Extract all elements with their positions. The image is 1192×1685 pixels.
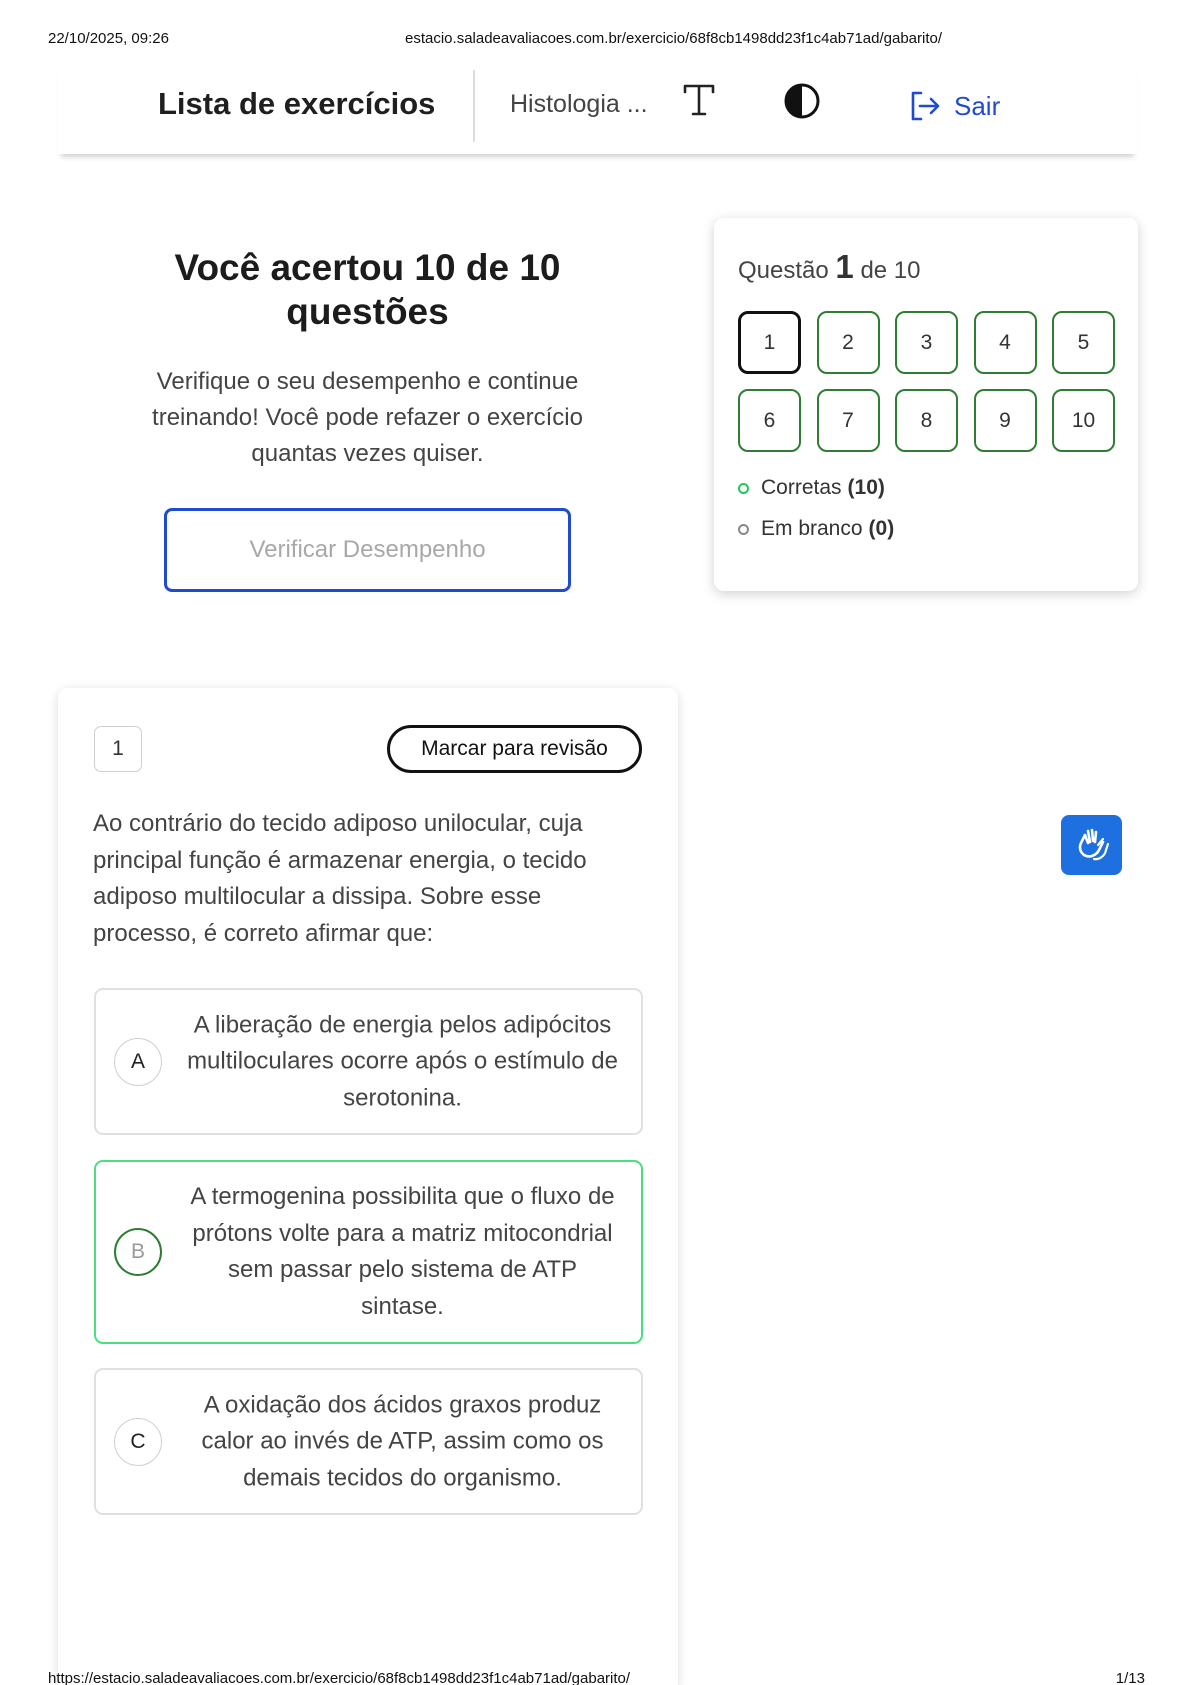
option-text: A termogenina possibilita que o fluxo de prótons volte para a matriz mitocondrial sem passar pelo sistema de ATP sintase. <box>190 1183 615 1320</box>
option-b[interactable] <box>94 1160 643 1344</box>
option-a[interactable] <box>94 988 643 1135</box>
question-button-1[interactable]: 1 <box>738 311 801 374</box>
course-name: Histologia ... <box>510 90 648 118</box>
text-size-icon[interactable] <box>682 80 716 120</box>
option-letter: A <box>114 1038 162 1086</box>
result-title: Você acertou 10 de 10 questões <box>174 247 561 332</box>
correct-dot-icon <box>738 483 749 494</box>
option-text: A liberação de energia pelos adipócitos multiloculares ocorre após o estímulo de serotonina. <box>187 1010 618 1111</box>
blank-dot-icon <box>738 524 749 535</box>
question-card <box>58 688 678 1685</box>
contrast-icon[interactable] <box>783 82 821 120</box>
result-description: Verifique o seu desempenho e continue treinando! Você pode refazer o exercício quantas vezes quiser. <box>152 368 583 467</box>
legend-correct-count: (10) <box>847 476 885 499</box>
print-footer <box>0 1670 1192 1685</box>
print-page-number: 1/13 <box>1115 1670 1145 1685</box>
option-c[interactable] <box>94 1368 643 1515</box>
question-counter-prefix: Questão <box>738 257 829 284</box>
question-number: 1 <box>94 726 142 772</box>
verify-performance-button[interactable]: Verificar Desempenho <box>164 508 571 592</box>
print-header <box>0 30 1192 50</box>
question-counter-suffix: de 10 <box>860 257 921 284</box>
legend-correct <box>738 476 1118 500</box>
question-button-6[interactable]: 6 <box>738 389 801 452</box>
question-counter <box>738 248 921 286</box>
header-divider <box>473 70 475 142</box>
legend-blank <box>738 517 1118 541</box>
page-title: Lista de exercícios <box>158 86 436 121</box>
sign-language-icon <box>1072 825 1112 865</box>
legend-correct-label: Corretas <box>761 476 842 499</box>
question-text: Ao contrário do tecido adiposo unilocular, cuja principal função é armazenar energia, o tecido adiposo multilocular a dissipa. Sobre esse processo, é correto afirmar que: <box>93 810 587 947</box>
logout-label: Sair <box>954 90 1001 121</box>
question-button-3[interactable]: 3 <box>895 311 958 374</box>
option-letter: C <box>114 1418 162 1466</box>
option-text: A oxidação dos ácidos graxos produz calor ao invés de ATP, assim como os demais tecidos do organismo. <box>201 1390 604 1491</box>
sign-language-button[interactable] <box>1061 815 1122 875</box>
logout-button[interactable] <box>908 86 1000 126</box>
question-button-10[interactable]: 10 <box>1052 389 1115 452</box>
print-footer-url: https://estacio.saladeavaliacoes.com.br/exercicio/68f8cb1498dd23f1c4ab71ad/gabarito/ <box>48 1670 631 1685</box>
question-button-8[interactable]: 8 <box>895 389 958 452</box>
print-url: estacio.saladeavaliacoes.com.br/exercicio/68f8cb1498dd23f1c4ab71ad/gabarito/ <box>405 30 943 47</box>
logout-icon <box>908 89 942 123</box>
question-counter-current: 1 <box>835 248 854 285</box>
print-datetime: 22/10/2025, 09:26 <box>48 30 169 47</box>
mark-for-review-button[interactable]: Marcar para revisão <box>387 725 642 773</box>
question-button-9[interactable]: 9 <box>974 389 1037 452</box>
top-navigation-bar <box>58 66 1137 154</box>
question-button-2[interactable]: 2 <box>817 311 880 374</box>
option-letter: B <box>114 1228 162 1276</box>
question-grid <box>738 311 1118 452</box>
question-navigator <box>714 218 1138 591</box>
question-button-5[interactable]: 5 <box>1052 311 1115 374</box>
question-button-7[interactable]: 7 <box>817 389 880 452</box>
legend-blank-label: Em branco <box>761 517 863 540</box>
legend-blank-count: (0) <box>868 517 895 540</box>
question-button-4[interactable]: 4 <box>974 311 1037 374</box>
